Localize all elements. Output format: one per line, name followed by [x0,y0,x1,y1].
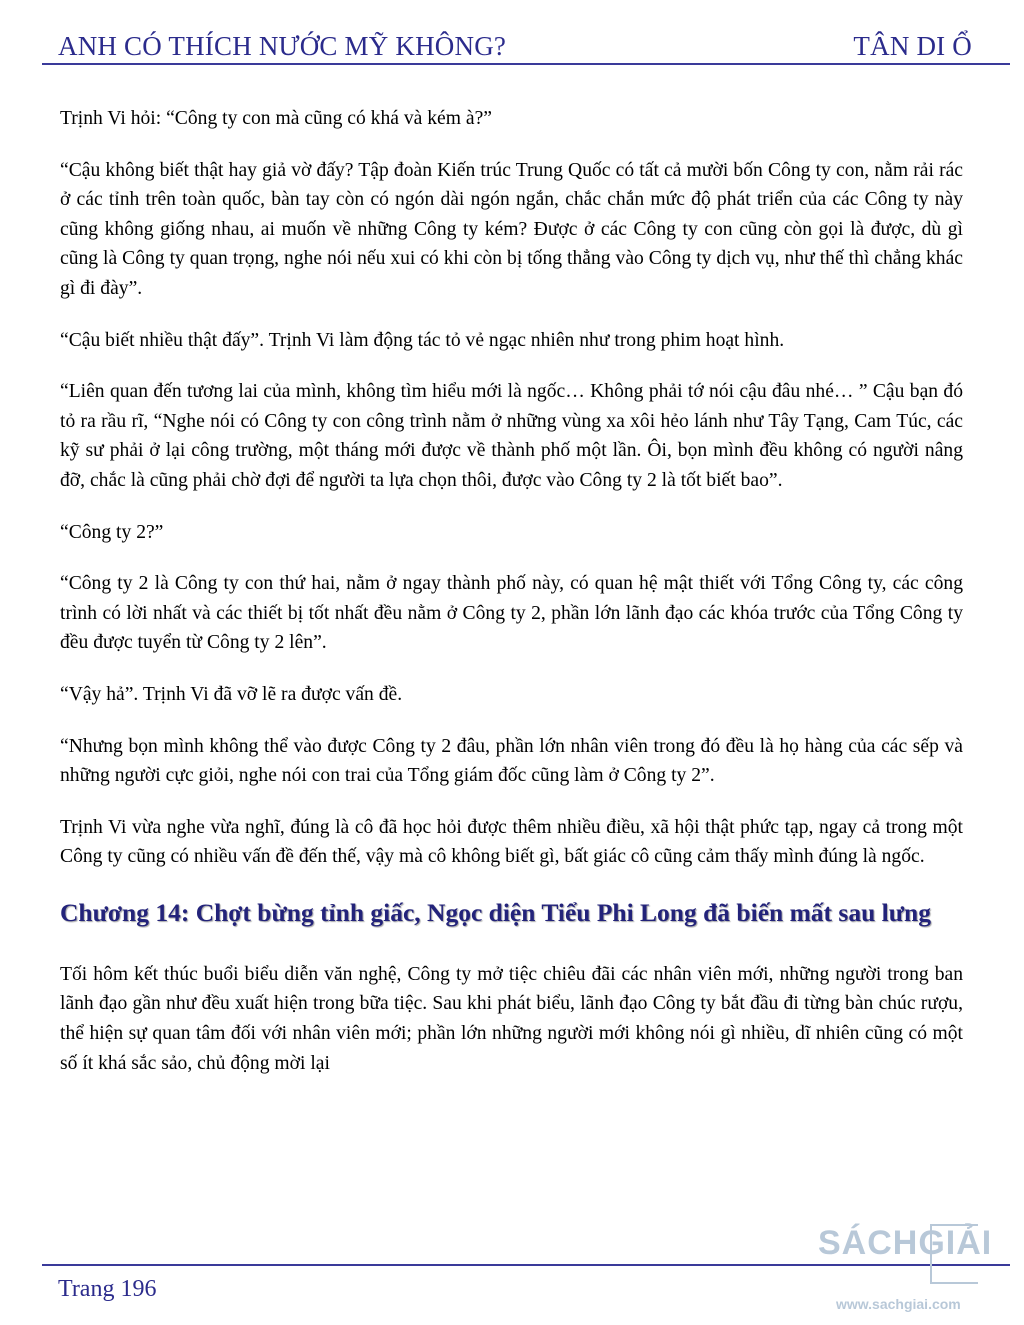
paragraph: “Nhưng bọn mình không thể vào được Công ty 2 đâu, phần lớn nhân viên trong đó đều là họ hàng của các sếp và những người cực giỏi, nghe nói con trai của Tổng giám đốc cũng làm ở Công ty 2”. [60,735,963,787]
page-number: Trang 196 [58,1276,157,1302]
watermark-logo: SÁCHGIẢI [818,1224,993,1262]
paragraph: Tối hôm kết thúc buổi biểu diễn văn nghệ, Công ty mở tiệc chiêu đãi các nhân viên mới, những người trong ban lãnh đạo gần như đều xuất hiện trong bữa tiệc. Sau khi phát biểu, lãnh đạo Công ty bắt đầu đi từng bàn chúc rượu, thể hiện sự quan tâm đối với nhân viên mới; phần lớn những người mới không nói gì nhiều, dĩ nhiên cũng có một số ít khá sắc sảo, chủ động mời lại [60,963,963,1074]
paragraph: Trịnh Vi hỏi: “Công ty con mà cũng có khá và kém à?” [60,108,492,129]
paragraph: “Cậu biết nhiều thật đấy”. Trịnh Vi làm động tác tỏ vẻ ngạc nhiên như trong phim hoạt hình. [60,329,785,351]
watermark [818,1224,1024,1319]
header-divider [42,63,1010,65]
paragraph: Trịnh Vi vừa nghe vừa nghĩ, đúng là cô đã học hỏi được thêm nhiều điều, xã hội thật phức tạp, ngay cả trong một Công ty cũng có nhiều vấn đề đến thế, vậy mà cô không biết gì, bất giác cô cũng cảm thấy mình đúng là ngốc. [60,816,963,868]
paragraph: “Vậy hả”. Trịnh Vi đã vỡ lẽ ra được vấn đề. [60,683,403,705]
page-header [58,22,972,62]
paragraph: “Công ty 2?” [60,521,164,543]
author-name: TÂN DI Ổ [853,31,972,61]
book-title: ANH CÓ THÍCH NƯỚC MỸ KHÔNG? [58,31,507,61]
watermark-url: www.sachgiai.com [836,1296,961,1312]
page-content [60,104,963,1100]
paragraph: “Liên quan đến tương lai của mình, không tìm hiểu mới là ngốc… Không phải tớ nói cậu đâu nhé… ” Cậu bạn đó tỏ ra rầu rĩ, “Nghe nói có Công ty con công trình nằm ở những vùng xa xôi hẻo lánh như Tây Tạng, Cam Túc, các kỹ sư phải ở lại công trường, một tháng mới được về thành phố một lần. Ôi, bọn mình đều không có người nâng đỡ, chắc là cũng phải chờ đợi để người ta lựa chọn thôi, được vào Công ty 2 là tốt biết bao”. [60,381,963,491]
paragraph: “Cậu không biết thật hay giả vờ đấy? Tập đoàn Kiến trúc Trung Quốc có tất cả mười bốn Công ty con, nằm rải rác ở các tỉnh trên toàn quốc, bàn tay còn có ngón dài ngón ngắn, chắc chắn mức độ phát triển của các Công ty này cũng không giống nhau, ai muốn về những Công ty kém? Được ở các Công ty con cũng còn gọi là được, dù gì cũng là Công ty quan trọng, nghe nói nếu xui có khi còn bị tống thẳng vào Công ty dịch vụ, như thế thì chẳng khác gì đi đày”. [60,159,963,299]
paragraph: “Công ty 2 là Công ty con thứ hai, nằm ở ngay thành phố này, có quan hệ mật thiết với Tổng Công ty, các công trình có lời nhất và các thiết bị tốt nhất đều nằm ở Công ty 2, phần lớn lãnh đạo các khóa trước của Tổng Công ty đều được tuyển từ Công ty 2 lên”. [60,573,963,654]
chapter-heading: Chương 14: Chợt bừng tỉnh giấc, Ngọc diện Tiểu Phi Long đã biến mất sau lưng [60,897,931,927]
